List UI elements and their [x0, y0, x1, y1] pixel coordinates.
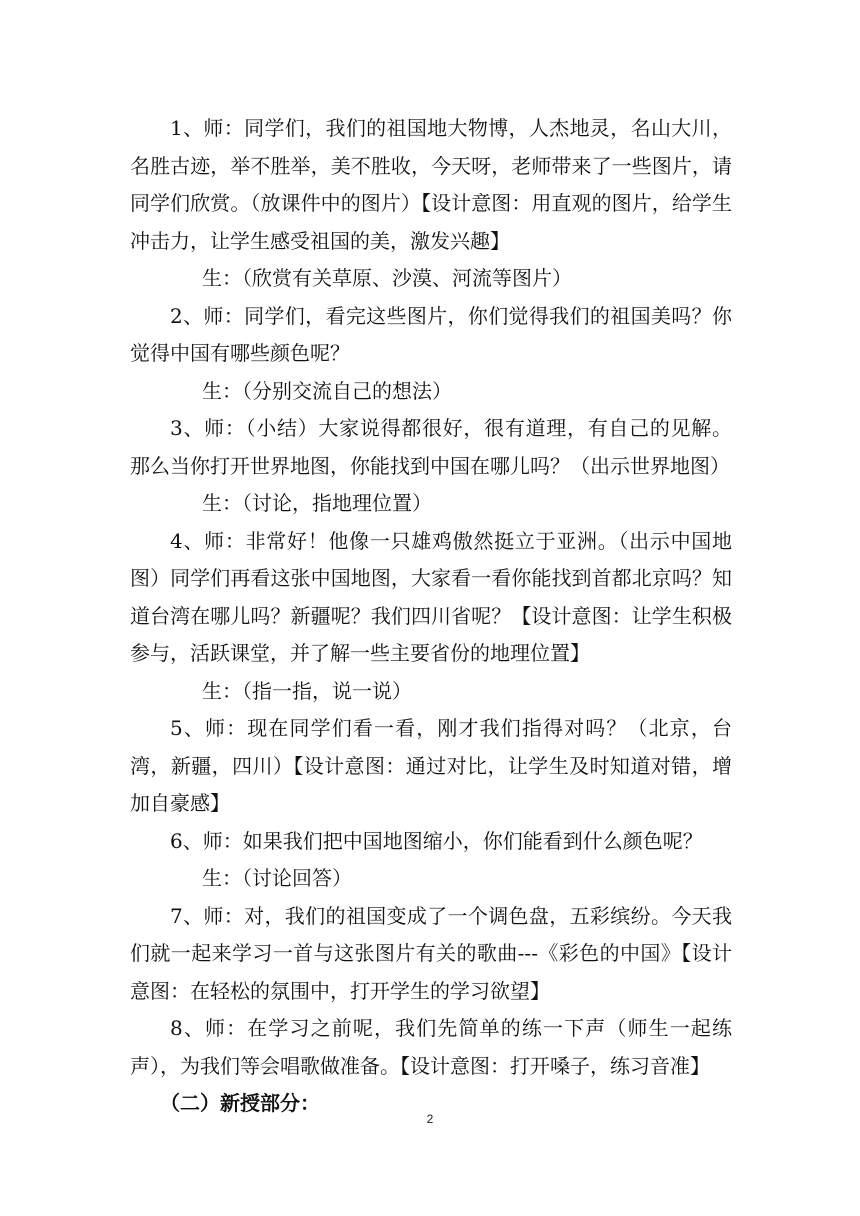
paragraph-student-3: 生：（讨论，指地理位置）	[202, 491, 432, 515]
paragraph-teacher-4: 4、师：非常好！他像一只雄鸡傲然挺立于亚洲。（出示中国地图）同学们再看这张中国地图，大家看一看你能找到首都北京吗？知道台湾在哪儿吗？新疆呢？我们四川省呢？【设计意图：让学生积极参与，活跃课堂，并了解一些主要省份的地理位置】	[130, 528, 732, 665]
paragraph-student-2: 生：（分别交流自己的想法）	[202, 378, 452, 403]
paragraph-teacher-8: 8、师：在学习之前呢，我们先简单的练一下声（师生一起练声），为我们等会唱歌做准备。【设计意图：打开嗓子，练习音准】	[130, 1016, 732, 1078]
paragraph-student-4: 生：（指一指，说一说）	[202, 678, 412, 703]
paragraph-teacher-7: 7、师：对，我们的祖国变成了一个调色盘，五彩缤纷。今天我们就一起来学习一首与这张图片有关的歌曲---《彩色的中国》【设计意图：在轻松的氛围中，打开学生的学习欲望】	[130, 903, 732, 1003]
page-number: 2	[426, 1112, 434, 1126]
paragraph-student-6: 生：（讨论回答）	[202, 866, 352, 890]
paragraph-teacher-6: 6、师：如果我们把中国地图缩小，你们能看到什么颜色呢？	[170, 828, 703, 853]
paragraph-teacher-5: 5、师：现在同学们看一看，刚才我们指得对吗？（北京，台湾，新疆，四川）【设计意图：通过对比，让学生及时知道对错，增加自豪感】	[130, 716, 732, 815]
paragraph-student-1: 生：（欣赏有关草原、沙漠、河流等图片）	[202, 266, 572, 290]
paragraph-teacher-1: 1、师：同学们，我们的祖国地大物博，人杰地灵，名山大川，名胜古迹，举不胜举，美不胜收，今天呀，老师带来了一些图片，请同学们欣赏。（放课件中的图片）【设计意图：用直观的图片，给学生冲击力，让学生感受祖国的美，激发兴趣】	[130, 116, 732, 253]
section-heading-new-teaching: （二）新授部分：	[160, 1091, 320, 1115]
paragraph-teacher-3: 3、师：（小结）大家说得都很好，很有道理，有自己的见解。那么当你打开世界地图，你能找到中国在哪儿吗？（出示世界地图）	[130, 416, 732, 478]
paragraph-teacher-2: 2、师：同学们，看完这些图片，你们觉得我们的祖国美吗？你觉得中国有哪些颜色呢？	[130, 303, 732, 365]
document-body	[130, 110, 732, 1123]
